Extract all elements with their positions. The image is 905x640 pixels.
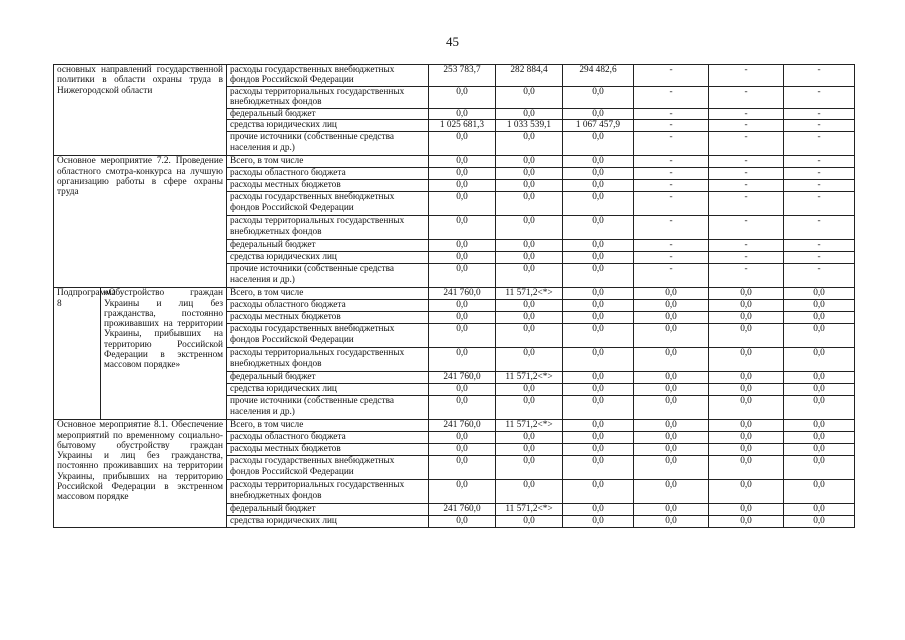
value-cell: 0,0 [634, 516, 709, 528]
value-cell: 0,0 [709, 456, 784, 480]
measure-description: Основное мероприятие 7.2. Проведение областного смотра-конкурса на лучшую организацию работы в сфере охраны труда [54, 156, 227, 288]
funding-source: расходы областного бюджета [227, 168, 429, 180]
table-row [54, 288, 855, 300]
value-cell: 0,0 [496, 444, 563, 456]
value-cell: 0,0 [496, 240, 563, 252]
value-cell: 0,0 [634, 396, 709, 420]
value-cell: 0,0 [634, 384, 709, 396]
value-cell: - [709, 264, 784, 288]
value-cell: 0,0 [563, 516, 634, 528]
value-cell: 1 033 539,1 [496, 120, 563, 132]
value-cell: - [784, 264, 855, 288]
value-cell: 0,0 [634, 324, 709, 348]
value-cell: 11 571,2<*> [496, 420, 563, 432]
funding-source: средства юридических лиц [227, 120, 429, 132]
funding-source: расходы территориальных государственных внебюджетных фондов [227, 216, 429, 240]
value-cell: 0,0 [563, 384, 634, 396]
value-cell: 0,0 [563, 264, 634, 288]
value-cell: 0,0 [634, 504, 709, 516]
value-cell: 0,0 [429, 348, 496, 372]
value-cell: - [634, 192, 709, 216]
value-cell: 0,0 [496, 324, 563, 348]
value-cell: 0,0 [634, 312, 709, 324]
funding-source: расходы областного бюджета [227, 432, 429, 444]
value-cell: 0,0 [429, 516, 496, 528]
value-cell: 0,0 [634, 372, 709, 384]
value-cell: 0,0 [496, 384, 563, 396]
value-cell: 11 571,2<*> [496, 288, 563, 300]
value-cell: - [709, 120, 784, 132]
value-cell: 0,0 [496, 348, 563, 372]
value-cell: 0,0 [709, 384, 784, 396]
funding-source: федеральный бюджет [227, 504, 429, 516]
value-cell: 0,0 [709, 480, 784, 504]
value-cell: 0,0 [709, 396, 784, 420]
value-cell: 0,0 [563, 300, 634, 312]
value-cell: 253 783,7 [429, 65, 496, 87]
value-cell: 0,0 [429, 312, 496, 324]
value-cell: 0,0 [429, 192, 496, 216]
value-cell: 0,0 [563, 180, 634, 192]
funding-source: средства юридических лиц [227, 516, 429, 528]
value-cell: 0,0 [634, 432, 709, 444]
funding-source: расходы государственных внебюджетных фондов Российской Федерации [227, 192, 429, 216]
value-cell: 0,0 [496, 516, 563, 528]
funding-source: федеральный бюджет [227, 372, 429, 384]
value-cell: - [709, 132, 784, 156]
value-cell: 0,0 [429, 384, 496, 396]
value-cell: 0,0 [496, 480, 563, 504]
value-cell: 0,0 [634, 456, 709, 480]
value-cell: 0,0 [429, 109, 496, 120]
value-cell: 0,0 [634, 444, 709, 456]
value-cell: 1 025 681,3 [429, 120, 496, 132]
value-cell: 0,0 [563, 168, 634, 180]
value-cell: - [634, 216, 709, 240]
value-cell: - [784, 109, 855, 120]
value-cell: - [634, 180, 709, 192]
value-cell: 11 571,2<*> [496, 504, 563, 516]
value-cell: 0,0 [429, 156, 496, 168]
value-cell: - [634, 109, 709, 120]
value-cell: 0,0 [429, 480, 496, 504]
value-cell: - [784, 156, 855, 168]
value-cell: 0,0 [429, 444, 496, 456]
value-cell: 0,0 [634, 348, 709, 372]
value-cell: 0,0 [784, 348, 855, 372]
subprogram-description: «Обустройство граждан Украины и лиц без гражданства, постоянно проживавших на территории Украины, прибывших на территорию Российской Федерации в экстренном массовом порядке» [101, 288, 227, 420]
value-cell: 0,0 [496, 396, 563, 420]
value-cell: - [784, 65, 855, 87]
value-cell: - [784, 120, 855, 132]
value-cell: 0,0 [709, 372, 784, 384]
value-cell: 0,0 [709, 312, 784, 324]
value-cell: 0,0 [709, 348, 784, 372]
value-cell: 0,0 [784, 420, 855, 432]
measure-description: Основное мероприятие 8.1. Обеспечение мероприятий по временному социально-бытовому обустройству граждан Украины и лиц без гражданства, постоянно проживавших на территории Украины, прибывших на территорию Российской Федерации в экстренном массовом порядке [54, 420, 227, 528]
subprogram-label: Подпрограмма 8 [54, 288, 101, 420]
funding-source: расходы местных бюджетов [227, 180, 429, 192]
value-cell: 0,0 [709, 432, 784, 444]
value-cell: 0,0 [784, 396, 855, 420]
value-cell: 0,0 [496, 456, 563, 480]
value-cell: 11 571,2<*> [496, 372, 563, 384]
value-cell: 0,0 [496, 109, 563, 120]
value-cell: 0,0 [563, 156, 634, 168]
funding-source: федеральный бюджет [227, 109, 429, 120]
value-cell: 241 760,0 [429, 372, 496, 384]
value-cell: 0,0 [563, 87, 634, 109]
value-cell: 0,0 [563, 456, 634, 480]
value-cell: - [634, 87, 709, 109]
value-cell: 0,0 [709, 324, 784, 348]
funding-source: Всего, в том числе [227, 156, 429, 168]
value-cell: - [709, 192, 784, 216]
value-cell: 0,0 [563, 252, 634, 264]
value-cell: - [634, 132, 709, 156]
value-cell: 0,0 [563, 504, 634, 516]
table-row [54, 420, 855, 432]
value-cell: 0,0 [784, 372, 855, 384]
funding-source: расходы местных бюджетов [227, 444, 429, 456]
funding-source: расходы местных бюджетов [227, 312, 429, 324]
value-cell: 0,0 [784, 504, 855, 516]
value-cell: 0,0 [563, 372, 634, 384]
value-cell: 0,0 [496, 156, 563, 168]
value-cell: 0,0 [634, 480, 709, 504]
value-cell: 0,0 [496, 252, 563, 264]
value-cell: 0,0 [634, 420, 709, 432]
value-cell: - [784, 132, 855, 156]
value-cell: 0,0 [563, 192, 634, 216]
funding-source: расходы территориальных государственных внебюджетных фондов [227, 87, 429, 109]
value-cell: 0,0 [634, 288, 709, 300]
funding-source: расходы государственных внебюджетных фондов Российской Федерации [227, 324, 429, 348]
page-number: 45 [446, 34, 459, 49]
value-cell: - [709, 65, 784, 87]
funding-source: прочие источники (собственные средства населения и др.) [227, 264, 429, 288]
section-description: основных направлений государственной политики в области охраны труда в Нижегородской области [54, 65, 227, 156]
table-row [54, 156, 855, 168]
value-cell: 0,0 [784, 516, 855, 528]
value-cell: 0,0 [563, 432, 634, 444]
funding-source: расходы территориальных государственных внебюджетных фондов [227, 348, 429, 372]
value-cell: 241 760,0 [429, 288, 496, 300]
value-cell: 0,0 [429, 456, 496, 480]
funding-source: средства юридических лиц [227, 252, 429, 264]
value-cell: 282 884,4 [496, 65, 563, 87]
value-cell: 0,0 [709, 420, 784, 432]
value-cell: 294 482,6 [563, 65, 634, 87]
value-cell: 0,0 [429, 396, 496, 420]
value-cell: 0,0 [429, 132, 496, 156]
value-cell: 0,0 [429, 252, 496, 264]
value-cell: 0,0 [784, 288, 855, 300]
value-cell: 0,0 [709, 504, 784, 516]
value-cell: 0,0 [784, 384, 855, 396]
value-cell: 0,0 [496, 216, 563, 240]
value-cell: 0,0 [429, 240, 496, 252]
value-cell: - [709, 109, 784, 120]
value-cell: 0,0 [429, 432, 496, 444]
value-cell: 0,0 [496, 432, 563, 444]
value-cell: 0,0 [429, 180, 496, 192]
value-cell: 0,0 [563, 348, 634, 372]
value-cell: 0,0 [496, 264, 563, 288]
value-cell: - [784, 168, 855, 180]
value-cell: 0,0 [563, 240, 634, 252]
value-cell: 0,0 [429, 87, 496, 109]
value-cell: 0,0 [784, 312, 855, 324]
value-cell: - [709, 180, 784, 192]
value-cell: 0,0 [784, 444, 855, 456]
value-cell: - [784, 192, 855, 216]
value-cell: 0,0 [429, 168, 496, 180]
value-cell: 0,0 [709, 516, 784, 528]
value-cell: - [709, 156, 784, 168]
funding-source: федеральный бюджет [227, 240, 429, 252]
value-cell: 0,0 [496, 132, 563, 156]
funding-source: средства юридических лиц [227, 384, 429, 396]
funding-source: Всего, в том числе [227, 420, 429, 432]
value-cell: - [709, 216, 784, 240]
value-cell: 0,0 [784, 480, 855, 504]
value-cell: - [784, 87, 855, 109]
value-cell: 0,0 [429, 264, 496, 288]
value-cell: 0,0 [563, 132, 634, 156]
value-cell: 0,0 [496, 312, 563, 324]
funding-source: прочие источники (собственные средства населения и др.) [227, 132, 429, 156]
value-cell: - [784, 216, 855, 240]
value-cell: 0,0 [496, 180, 563, 192]
value-cell: 0,0 [784, 456, 855, 480]
value-cell: 0,0 [563, 216, 634, 240]
value-cell: 0,0 [709, 300, 784, 312]
value-cell: - [634, 156, 709, 168]
value-cell: - [634, 120, 709, 132]
value-cell: - [709, 252, 784, 264]
value-cell: 241 760,0 [429, 420, 496, 432]
funding-source: прочие источники (собственные средства населения и др.) [227, 396, 429, 420]
funding-table [53, 64, 855, 528]
value-cell: 0,0 [784, 324, 855, 348]
value-cell: 241 760,0 [429, 504, 496, 516]
value-cell: 0,0 [634, 300, 709, 312]
value-cell: - [709, 168, 784, 180]
value-cell: 1 067 457,9 [563, 120, 634, 132]
value-cell: 0,0 [563, 480, 634, 504]
value-cell: 0,0 [429, 216, 496, 240]
value-cell: - [634, 168, 709, 180]
value-cell: - [634, 240, 709, 252]
value-cell: - [784, 180, 855, 192]
value-cell: 0,0 [563, 109, 634, 120]
value-cell: - [709, 240, 784, 252]
value-cell: 0,0 [563, 396, 634, 420]
value-cell: 0,0 [496, 192, 563, 216]
funding-source: расходы государственных внебюджетных фондов Российской Федерации [227, 65, 429, 87]
value-cell: 0,0 [429, 324, 496, 348]
value-cell: 0,0 [429, 300, 496, 312]
value-cell: - [784, 252, 855, 264]
value-cell: 0,0 [709, 444, 784, 456]
value-cell: 0,0 [496, 168, 563, 180]
funding-source: расходы территориальных государственных внебюджетных фондов [227, 480, 429, 504]
funding-source: расходы областного бюджета [227, 300, 429, 312]
value-cell: 0,0 [496, 300, 563, 312]
funding-source: Всего, в том числе [227, 288, 429, 300]
value-cell: 0,0 [563, 288, 634, 300]
value-cell: - [709, 87, 784, 109]
value-cell: 0,0 [784, 432, 855, 444]
value-cell: 0,0 [709, 288, 784, 300]
value-cell: 0,0 [784, 300, 855, 312]
value-cell: 0,0 [563, 420, 634, 432]
value-cell: - [634, 65, 709, 87]
value-cell: - [784, 240, 855, 252]
value-cell: - [634, 252, 709, 264]
value-cell: 0,0 [496, 87, 563, 109]
value-cell: - [634, 264, 709, 288]
value-cell: 0,0 [563, 312, 634, 324]
table-row [54, 65, 855, 87]
value-cell: 0,0 [563, 324, 634, 348]
funding-source: расходы государственных внебюджетных фондов Российской Федерации [227, 456, 429, 480]
value-cell: 0,0 [563, 444, 634, 456]
